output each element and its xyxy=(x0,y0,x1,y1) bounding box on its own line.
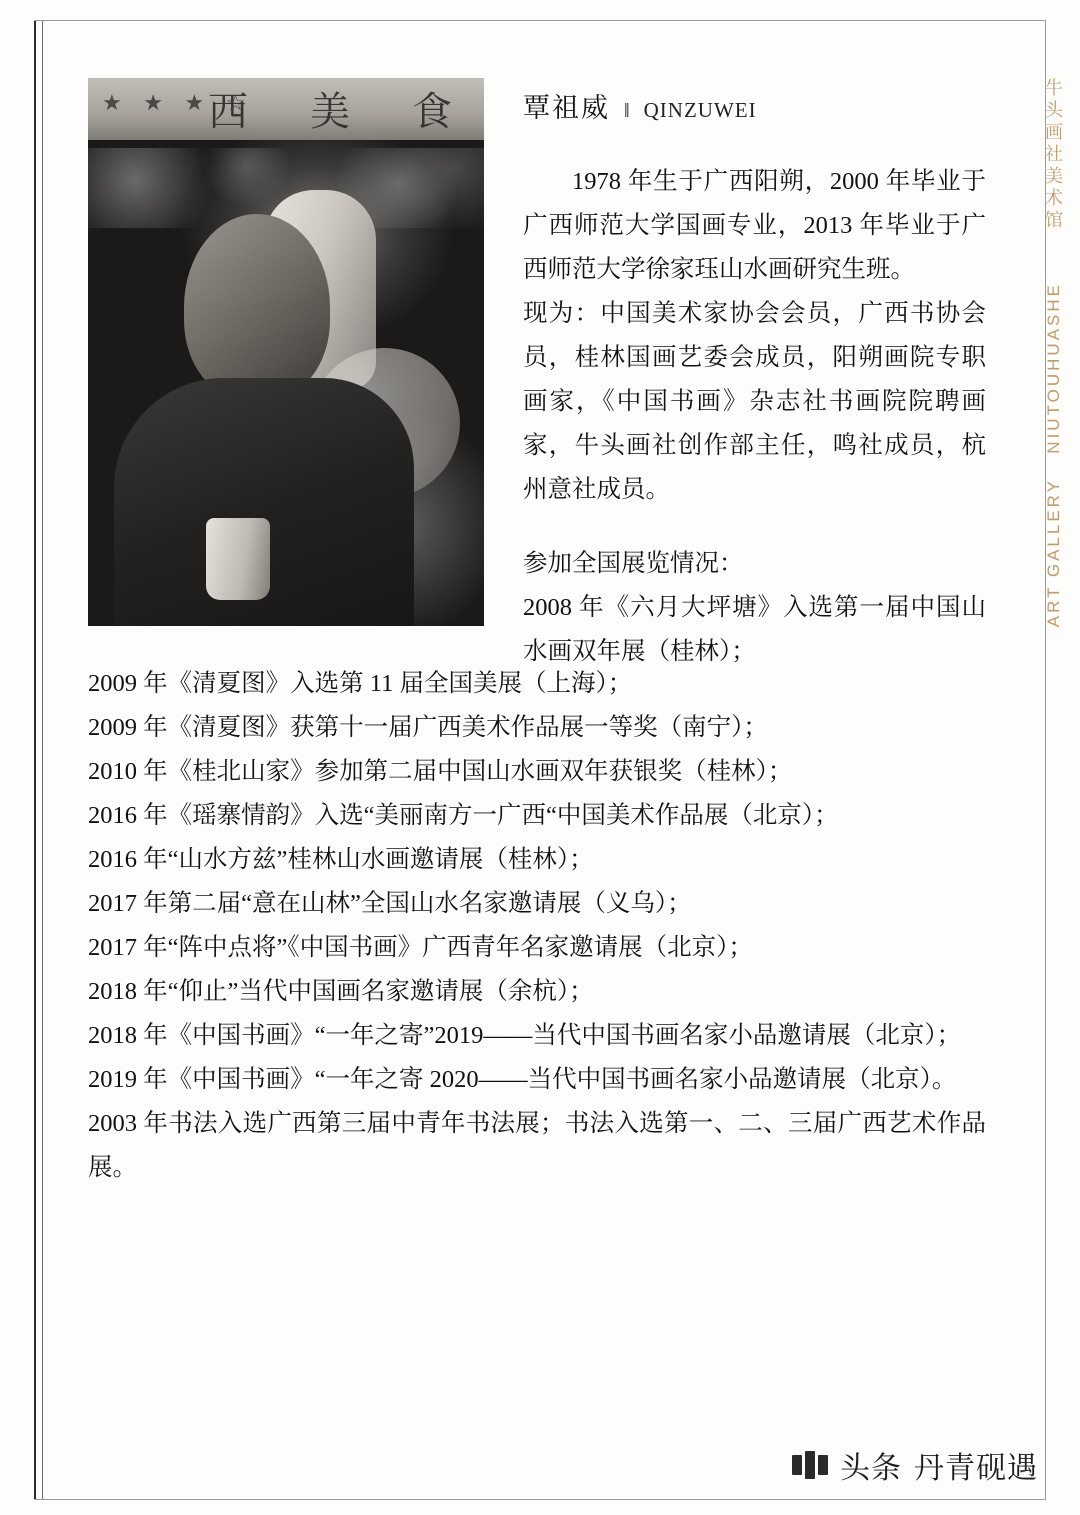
bio-paragraph-memberships: 现为：中国美术家协会会员，广西书协会员，桂林国画艺委会成员，阳朔画院专职画家，《中国书画》杂志社书画院院聘画家，牛头画社创作部主任，鸣社成员，杭州意社成员。 xyxy=(523,300,986,503)
exhibition-item: 2008 年《六月大坪塘》入选第一届中国山水画双年展（桂林）； xyxy=(523,594,986,665)
exhibition-item: 2003 年书法入选广西第三届中青年书法展；书法入选第一、二、三届广西艺术作品展。 xyxy=(88,1110,986,1181)
artist-portrait-photo xyxy=(88,78,484,626)
exhibitions-heading: 参加全国展览情况： xyxy=(523,550,744,577)
exhibition-item: 2010 年《桂北山家》参加第二届中国山水画双年获银奖（桂林）； xyxy=(88,758,793,785)
page-border-bottom xyxy=(34,1499,1046,1500)
page-border-left-thick xyxy=(34,20,36,1500)
gallery-name-pinyin-vertical: NIUTOUHUASHE xyxy=(1044,282,1063,454)
name-separator: ‖ xyxy=(624,100,630,122)
gallery-name-english-vertical: ART GALLERY xyxy=(1044,478,1063,628)
exhibition-item: 2009 年《清夏图》入选第 11 届全国美展（上海）； xyxy=(88,670,633,697)
bio-paragraph-birth: 1978 年生于广西阳朔，2000 年毕业于广西师范大学国画专业，2013 年毕业于广西师范大学徐家珏山水画研究生班。 xyxy=(523,168,986,283)
watermark-label: 头条 xyxy=(840,1452,902,1485)
exhibition-list xyxy=(88,662,986,1190)
gallery-name-chinese-vertical: 牛头画社美术馆 xyxy=(1043,78,1063,232)
bio-spacer xyxy=(523,512,986,542)
exhibition-item: 2016 年“山水方兹”桂林山水画邀请展（桂林）； xyxy=(88,846,594,873)
page-border-right xyxy=(1045,20,1046,1500)
page-border-left-thin xyxy=(42,20,43,1500)
photo-stars-decoration: ★ ★ ★ ☆ xyxy=(102,90,254,115)
exhibition-item: 2019 年《中国书画》“一年之寄 2020——当代中国书画名家小品邀请展（北京）。 xyxy=(88,1066,957,1093)
exhibition-item: 2018 年《中国书画》“一年之寄”2019——当代中国书画名家小品邀请展（北京）； xyxy=(88,1022,962,1049)
photo-banner-text: 西 美 食 xyxy=(208,89,478,134)
page-border-top xyxy=(34,20,1046,21)
artist-name-chinese: 覃祖威 xyxy=(523,93,610,123)
exhibition-item: 2009 年《清夏图》获第十一届广西美术作品展一等奖（南宁）； xyxy=(88,714,768,741)
exhibition-item: 2016 年《瑶寨情韵》入选“美丽南方一广西“中国美术作品展（北京）； xyxy=(88,802,839,829)
exhibition-item: 2018 年“仰止”当代中国画名家邀请展（余杭）； xyxy=(88,978,594,1005)
artist-name-english: QINZUWEI xyxy=(643,98,757,122)
exhibition-item: 2017 年“阵中点将”《中国书画》广西青年名家邀请展（北京）； xyxy=(88,934,753,961)
photo-cup xyxy=(206,518,270,600)
photo-subject-head xyxy=(184,214,330,400)
toutiao-logo-icon xyxy=(792,1451,828,1479)
exhibition-item: 2017 年第二届“意在山林”全国山水名家邀请展（义乌）； xyxy=(88,890,692,917)
artist-biography xyxy=(523,160,986,674)
artist-name-row xyxy=(523,86,757,125)
watermark-account: 丹青砚遇 xyxy=(914,1452,1038,1485)
watermark xyxy=(792,1443,1038,1487)
